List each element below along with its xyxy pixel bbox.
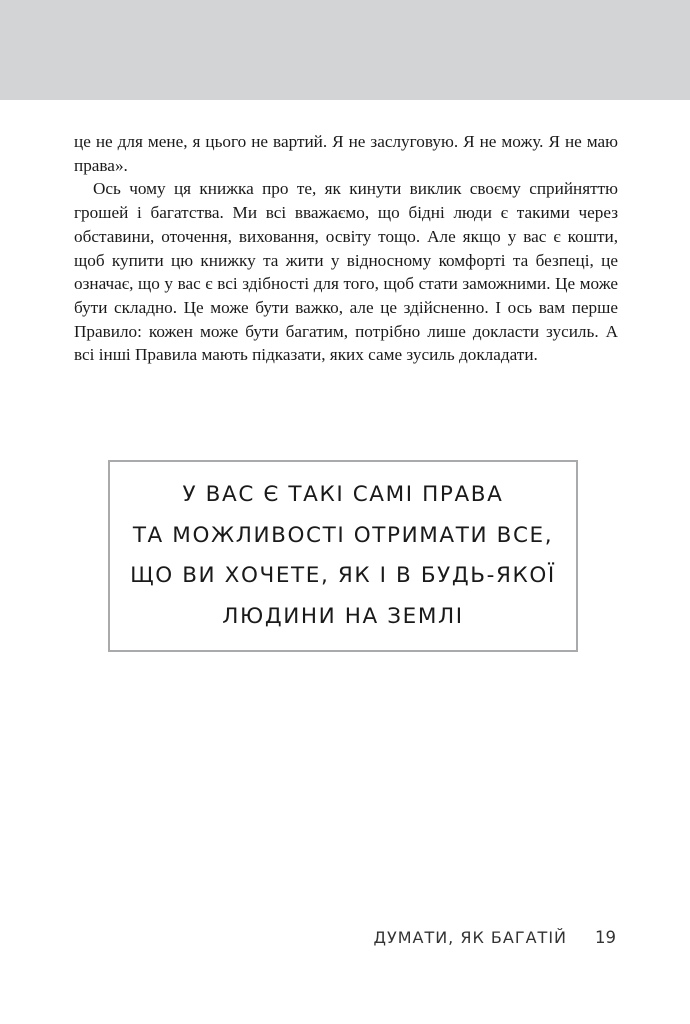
page-number: 19 xyxy=(595,928,616,947)
running-head: ДУМАТИ, ЯК БАГАТІЙ xyxy=(373,928,567,947)
callout-line: ТА МОЖЛИВОСТІ ОТРИМАТИ ВСЕ, xyxy=(132,522,554,548)
callout-box xyxy=(108,460,578,652)
callout-line: ЩО ВИ ХОЧЕТЕ, ЯК І В БУДЬ-ЯКОЇ xyxy=(130,563,556,588)
callout-line: ЛЮДИНИ НА ЗЕМЛІ xyxy=(222,603,464,629)
paragraph-continuation: це не для мене, я цього не вартий. Я не заслуговую. Я не можу. Я не маю права». xyxy=(74,132,618,175)
body-text xyxy=(74,130,618,367)
page-footer xyxy=(373,928,616,947)
callout-line: У ВАС Є ТАКІ САМІ ПРАВА xyxy=(182,482,504,507)
paragraph-main: Ось чому ця книжка про те, як кинути виклик своєму сприйняттю грошей і багатства. Ми всі вважаємо, що бідні люди є такими через обставини, оточення, виховання, освіту тощо. Але якщо у вас є кошти, щоб купити цю книжку та жити у відносному комфорті та безпеці, це означає, що у вас є всі здібності для того, щоб стати заможними. Це може бути складно. Це може бути важко, але це здійсненно. І ось вам перше Правило: кожен може бути багатим, потрібно лише докласти зусиль. А всі інші Правила мають підказати, яких саме зусиль докладати. xyxy=(74,179,618,365)
header-band xyxy=(0,0,690,100)
